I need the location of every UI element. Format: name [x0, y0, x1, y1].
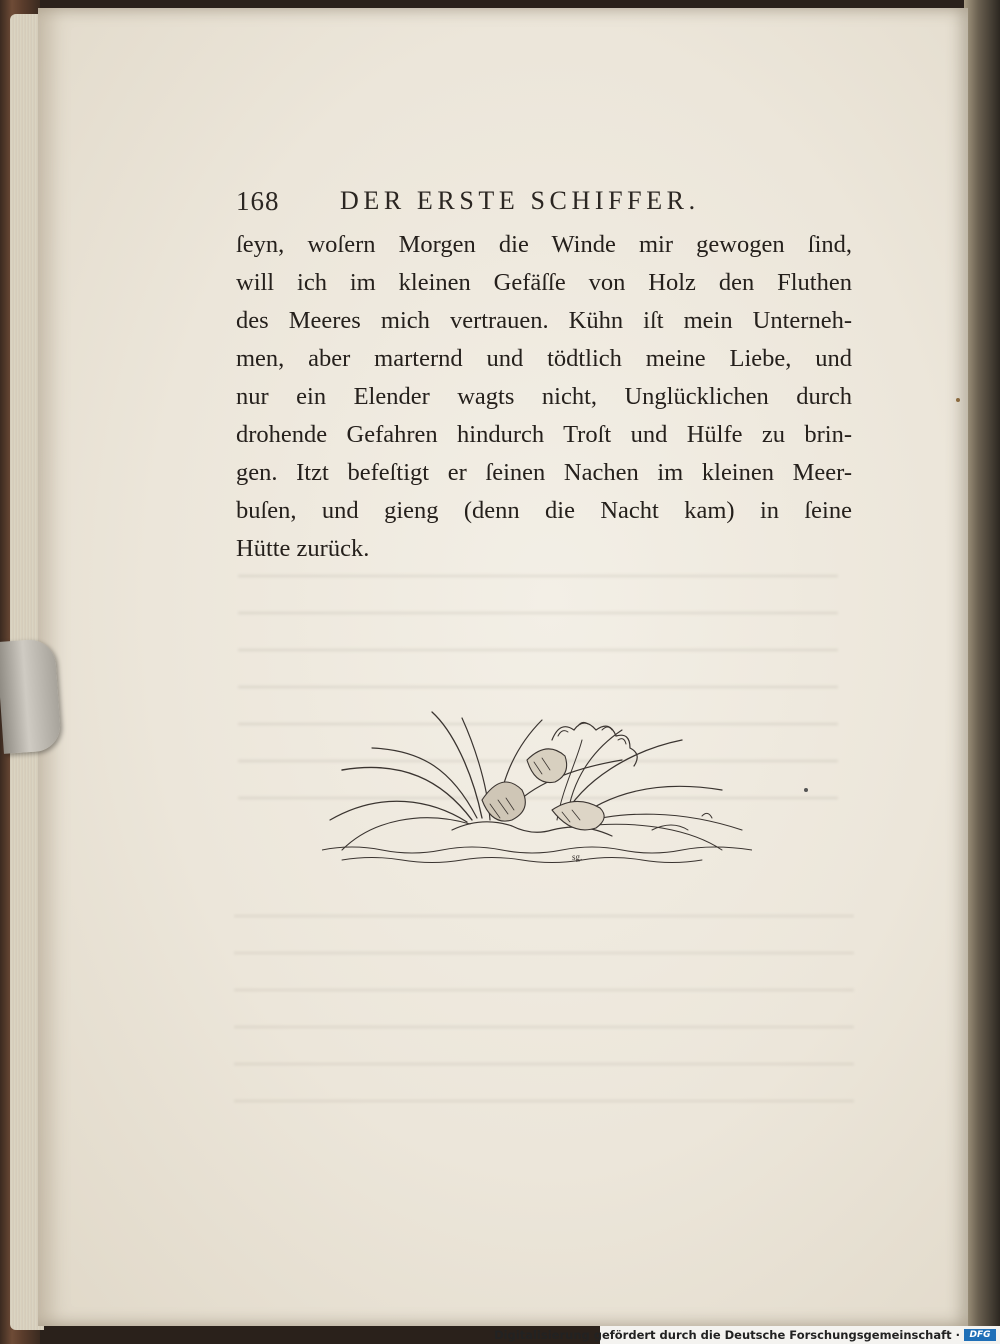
- page-number: 168: [236, 186, 280, 216]
- engraver-signature: sg.: [572, 852, 583, 862]
- text-line: buſen, und gieng (denn die Nacht kam) in ſeine: [236, 497, 852, 524]
- text-line: gen. Itzt befeſtigt er ſeinen Nachen im kleinen Meer-: [236, 459, 852, 486]
- bookmark-clip-icon: [0, 638, 62, 754]
- footer-bar: [494, 1326, 1000, 1344]
- engraving-vignette-icon: [322, 700, 752, 870]
- text-line: men, aber marternd und tödtlich meine Liebe, und: [236, 345, 852, 372]
- text-line: will ich im kleinen Gefäſſe von Holz den Fluthen: [236, 269, 852, 296]
- text-line: Hütte zurück.: [236, 535, 370, 562]
- text-line: drohende Gefahren hindurch Troſt und Hülfe zu brin-: [236, 421, 852, 448]
- text-line: des Meeres mich vertrauen. Kühn iſt mein Unterneh-: [236, 307, 852, 334]
- show-through-text-lower: [234, 888, 854, 1128]
- footer-credit: Digitalisierung gefördert durch die Deutsche Forschungsgemeinschaft ·: [494, 1328, 960, 1342]
- text-line: ſeyn, woſern Morgen die Winde mir gewogen ſind,: [236, 231, 852, 258]
- dfg-logo-icon: DFG: [964, 1329, 996, 1341]
- running-head: [236, 186, 766, 226]
- body-text: [236, 226, 852, 568]
- chapter-title: DER ERSTE SCHIFFER.: [340, 186, 700, 215]
- paper-speck: [804, 788, 808, 792]
- text-line: nur ein Elender wagts nicht, Unglücklichen durch: [236, 383, 852, 410]
- paper-speck: [956, 398, 960, 402]
- fore-edge-shadow: [964, 0, 1000, 1344]
